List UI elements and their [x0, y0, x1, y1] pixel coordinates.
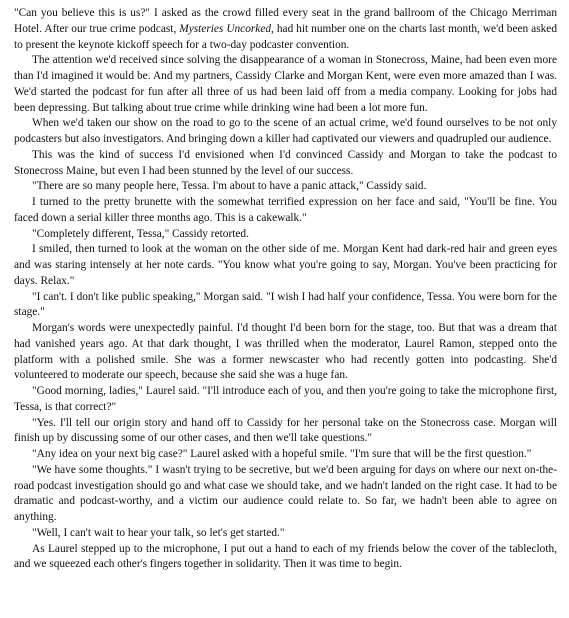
paragraph: "There are so many people here, Tessa. I'm about to have a panic attack," Cassidy said.: [32, 180, 427, 193]
paragraph: [14, 6, 557, 53]
paragraph: "Completely different, Tessa," Cassidy retorted.: [32, 227, 249, 240]
paragraph: As Laurel stepped up to the microphone, I put out a hand to each of my friends below the cover of the tablecloth, and we squeezed each other's fingers together in solidarity. Then it was time to begin.: [14, 542, 557, 571]
paragraph: "Good morning, ladies," Laurel said. "I'll introduce each of you, and then you're going to take the microphone first, Tessa, is that correct?": [14, 385, 557, 413]
paragraph: When we'd taken our show on the road to go to the scene of an actual crime, we'd found ourselves to be not only podcasters but also investigators. And bringing down a killer had captivated our viewers and quadrupled our audience.: [14, 117, 557, 145]
paragraph: "Yes. I'll tell our origin story and hand off to Cassidy for her personal take on the Stonecross case. Morgan will finish up by discussing some of our other cases, and then we'll take questions.": [14, 416, 557, 445]
paragraph-text: had hit number one on the charts last month, we'd been asked to present the keynote kickoff speech for a two-day podcaster convention.: [14, 22, 557, 51]
paragraph: "Any idea on your next big case?" Laurel asked with a hopeful smile. "I'm sure that will be the first question.": [32, 448, 532, 460]
paragraph: "Well, I can't wait to hear your talk, so let's get started.": [32, 526, 285, 539]
paragraph: The attention we'd received since solving the disappearance of a woman in Stonecross, Maine, had been even more than I'd imagined it would be. And my partners, Cassidy Clarke and Morgan Kent, were even more amazed than I was. We'd started the podcast for fun after all three of us had been laid off from a media company. Looking for jobs had been depressing. But talking about true crime while drinking wine had been a lot more fun.: [14, 54, 557, 114]
paragraph: I turned to the pretty brunette with the somewhat terrified expression on her face and said, "You'll be fine. You faced down a serial killer three months ago. This is a cakewalk.": [14, 196, 557, 224]
paragraph: This was the kind of success I'd envisioned when I'd convinced Cassidy and Morgan to take the podcast to Stonecross Maine, but even I had been stunned by the level of our success.: [14, 148, 557, 177]
paragraph: "We have some thoughts." I wasn't trying to be secretive, but we'd been arguing for days on where our next on-the-road podcast investigation should go and what case we should take, and we hadn't landed on the right case. It had to be dramatic and podcast-worthy, and a victim our audience could relate to. So far, we hadn't been able to agree on anything.: [14, 463, 557, 523]
paragraph: I smiled, then turned to look at the woman on the other side of me. Morgan Kent had dark-red hair and green eyes and was staring intensely at her note cards. "You know what you're going to say, Morgan. You've been practicing for days. Relax.": [14, 243, 557, 287]
paragraph-text: "Can you believe this is us?" I asked as the crowd filled every seat in the grand ballroom of the Chicago Merriman Hotel. After our true crime podcast,: [14, 7, 557, 35]
paragraph: "I can't. I don't like public speaking," Morgan said. "I wish I had half your confidence, Tessa. You were born for the stage.": [14, 290, 557, 319]
paragraph: Morgan's words were unexpectedly painful. I'd thought I'd been born for the stage, too. But that was a dream that had vanished years ago. At that dark thought, I was thrilled when the moderator, Laurel Ramon, stepped onto the platform with a polished smile. She was a former newscaster who had recently gotten into podcasting. She'd volunteered to moderate our speech, because she said she was a huge fan.: [14, 322, 557, 382]
podcast-title: Mysteries Uncorked,: [179, 22, 274, 35]
